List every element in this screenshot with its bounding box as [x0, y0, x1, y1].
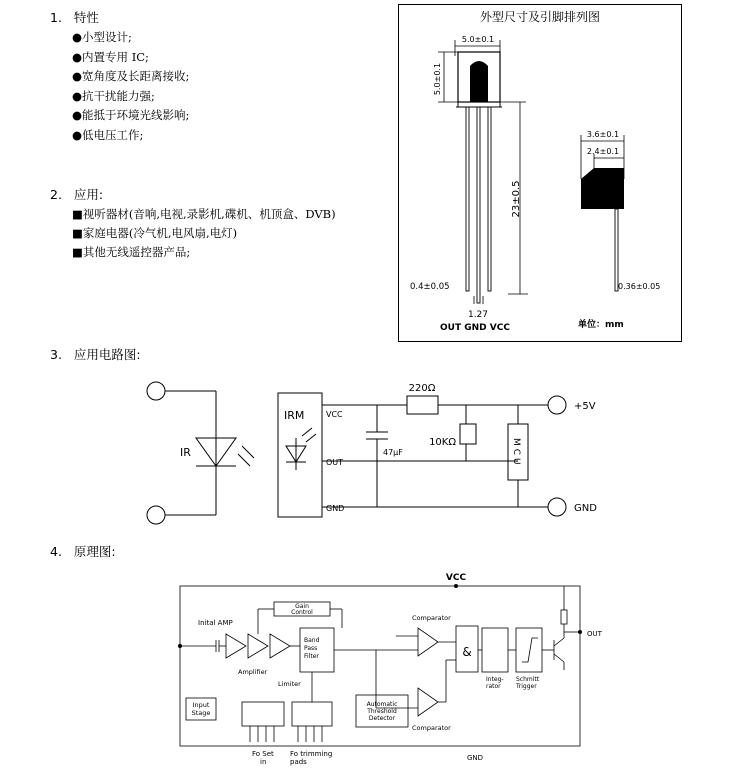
- resistor-10k: [460, 424, 476, 444]
- section-2-heading: [50, 185, 103, 203]
- ic-outline: [180, 586, 580, 746]
- capacitor-label: 47μF: [383, 448, 403, 457]
- out-label: OUT: [587, 630, 602, 638]
- feature-list: [72, 29, 189, 146]
- feature-item: ●能抵于环境光线影响;: [72, 108, 190, 122]
- schmitt-symbol: [522, 638, 538, 662]
- feature-item: ●小型设计;: [72, 30, 132, 44]
- application-circuit: [140, 372, 620, 532]
- pin-names: OUT GND VCC: [440, 323, 510, 333]
- section-title: 特性: [73, 10, 99, 25]
- resistor-220-label: 220Ω: [408, 383, 436, 394]
- section-number: 2.: [50, 187, 62, 202]
- application-item: ■视听器材(音响,电视,录影机,碟机、机顶盒、DVB): [72, 207, 336, 221]
- fo-trimming-label: Fo trimming: [290, 750, 333, 758]
- section-title: 应用电路图:: [73, 347, 141, 362]
- integrator: [482, 628, 508, 672]
- pass-label: Pass: [304, 645, 318, 652]
- dimension-drawing: [398, 4, 682, 342]
- detector-label: Detector: [368, 715, 396, 722]
- section-number: 4.: [50, 544, 62, 559]
- fo-set-block: [242, 702, 284, 726]
- control-label: Control: [291, 609, 313, 616]
- mcu-label: MCU: [511, 438, 521, 468]
- feature-item: ●宽角度及长距离接收;: [72, 69, 190, 83]
- feature-item: ●低电压工作;: [72, 127, 144, 142]
- schmitt-label-2: Trigger: [516, 683, 537, 690]
- unit-label: 单位：mm: [578, 320, 624, 330]
- application-item: ■其他无线遥控器产品;: [72, 245, 191, 259]
- irm-label: IRM: [284, 409, 305, 422]
- pin-width-label: 0.4±0.05: [410, 282, 450, 292]
- vcc-pin-label: VCC: [326, 410, 343, 419]
- stage-label: Stage: [191, 709, 211, 717]
- feature-item: ●内置专用 IC;: [72, 49, 149, 64]
- side-view: [578, 130, 660, 330]
- fo-set-label: Fo Set: [252, 750, 274, 758]
- plus5-terminal: [548, 396, 566, 414]
- threshold-label: Threshold: [367, 708, 397, 715]
- and-label: &: [462, 645, 472, 659]
- side-pin: [615, 209, 618, 291]
- block-diagram: [176, 570, 606, 770]
- schmitt-label-1: Schmitt: [516, 676, 540, 683]
- amplifier-label: Amplifier: [238, 668, 268, 676]
- fo-pads-label: pads: [290, 758, 307, 766]
- out-node: [578, 630, 582, 634]
- filter-label: Filter: [304, 653, 319, 660]
- schmitt-trigger: [516, 628, 542, 672]
- length-label: 23±0.5: [511, 180, 522, 218]
- section-title: 应用:: [73, 187, 104, 202]
- lens: [470, 61, 488, 102]
- feature-item: ●抗干扰能力强;: [72, 88, 155, 103]
- gnd-label: GND: [574, 503, 597, 514]
- integrator-label-2: rator: [486, 683, 501, 690]
- amplifier-1: [248, 634, 268, 658]
- height-label: 5.0±0.1: [433, 62, 442, 96]
- ir-label: IR: [180, 446, 191, 459]
- initial-amp-label: Inital AMP: [198, 619, 233, 627]
- comparator-2-label: Comparator: [412, 724, 451, 732]
- resistor-220: [407, 396, 438, 414]
- amplifier-2: [270, 634, 290, 658]
- section-number: 3.: [50, 347, 62, 362]
- pullup-resistor: [561, 610, 567, 624]
- side-width-label: 3.6±0.1: [586, 130, 620, 139]
- gnd-pin-label: GND: [326, 504, 345, 513]
- band-label: Band: [304, 637, 320, 644]
- section-number: 1.: [50, 10, 62, 25]
- section-title: 原理图:: [73, 544, 116, 559]
- side-pin-label: 0.36±0.05: [618, 282, 661, 291]
- drawing-title: 外型尺寸及引脚排列图: [479, 10, 601, 24]
- side-body: [581, 168, 624, 209]
- plus5-label: +5V: [574, 401, 596, 412]
- fo-trimming-block: [292, 702, 332, 726]
- input-node: [178, 644, 182, 648]
- input-label: Input: [192, 701, 210, 709]
- section-4-heading: [50, 542, 116, 560]
- section-1-heading: [50, 8, 99, 26]
- side-depth-label: 2.4±0.1: [586, 147, 620, 156]
- comparator-2: [418, 688, 438, 716]
- ir-terminal-bottom: [147, 506, 165, 524]
- resistor-10k-label: 10KΩ: [429, 437, 456, 448]
- initial-amp: [226, 634, 246, 658]
- front-view: [410, 35, 528, 333]
- gnd-label: GND: [466, 754, 484, 762]
- pitch-label: 1.27: [467, 310, 489, 320]
- gnd-terminal: [548, 498, 566, 516]
- comparator-1-label: Comparator: [412, 614, 451, 622]
- width-label: 5.0±0.1: [461, 35, 495, 44]
- section-3-heading: [50, 345, 141, 363]
- limiter-label: Limiter: [278, 680, 301, 688]
- fo-set-in-label: in: [260, 758, 267, 766]
- out-pin-label: OUT: [326, 458, 344, 467]
- integrator-label-1: Integ-: [486, 676, 504, 683]
- application-item: ■家庭电器(冷气机,电风扇,电灯): [72, 226, 238, 240]
- application-list: [72, 206, 336, 263]
- ir-terminal-top: [147, 382, 165, 400]
- comparator-1: [418, 628, 438, 656]
- vcc-label: VCC: [445, 573, 467, 583]
- automatic-label: Automatic: [366, 701, 398, 708]
- pins: [466, 107, 491, 303]
- vcc-node: [454, 584, 458, 588]
- gain-label: Gain: [295, 603, 309, 610]
